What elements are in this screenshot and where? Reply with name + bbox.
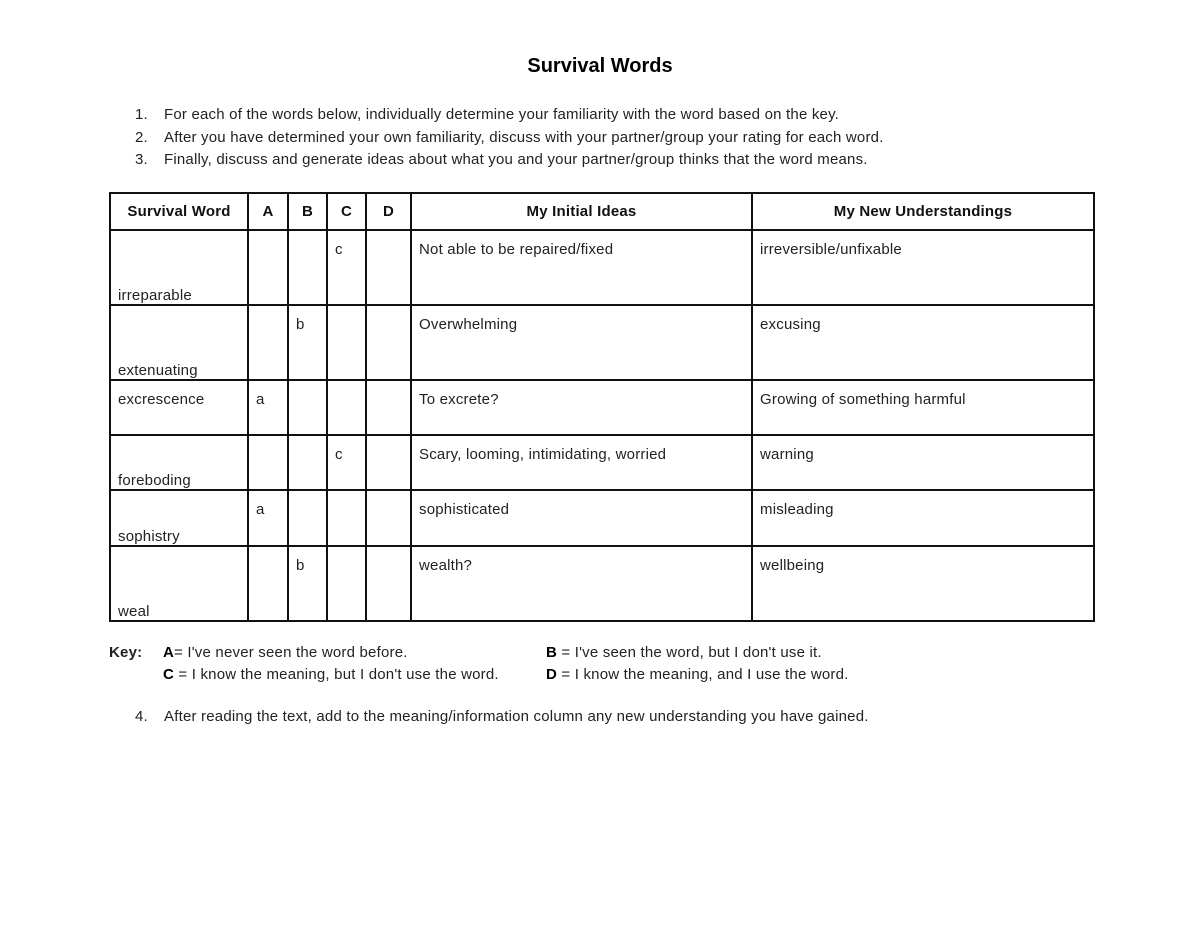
instruction-number: 1. bbox=[135, 106, 148, 123]
rating-a-cell[interactable] bbox=[248, 546, 288, 621]
initial-ideas-cell[interactable]: Overwhelming bbox=[411, 305, 752, 380]
new-understandings-cell[interactable]: wellbeing bbox=[752, 546, 1094, 621]
rating-d-cell[interactable] bbox=[366, 230, 411, 305]
initial-ideas-cell[interactable]: wealth? bbox=[411, 546, 752, 621]
header-b: B bbox=[288, 193, 327, 230]
rating-b-cell[interactable] bbox=[288, 230, 327, 305]
key-a-text: = I've never seen the word before. bbox=[174, 644, 408, 661]
rating-d-cell[interactable] bbox=[366, 546, 411, 621]
instruction-step-4 bbox=[130, 706, 1130, 728]
word-cell[interactable]: weal bbox=[110, 546, 248, 621]
rating-c-cell[interactable] bbox=[327, 546, 366, 621]
new-understandings-cell[interactable]: Growing of something harmful bbox=[752, 380, 1094, 435]
rating-c-cell[interactable] bbox=[327, 490, 366, 546]
rating-b-cell[interactable] bbox=[288, 380, 327, 435]
new-understandings-cell[interactable]: misleading bbox=[752, 490, 1094, 546]
initial-ideas-cell[interactable]: sophisticated bbox=[411, 490, 752, 546]
table-row bbox=[110, 490, 1094, 546]
rating-a-cell[interactable]: a bbox=[248, 490, 288, 546]
key-d-text: = I know the meaning, and I use the word. bbox=[557, 666, 849, 683]
new-understandings-cell[interactable]: irreversible/unfixable bbox=[752, 230, 1094, 305]
word-cell[interactable]: irreparable bbox=[110, 230, 248, 305]
rating-d-cell[interactable] bbox=[366, 490, 411, 546]
key-c-text: = I know the meaning, but I don't use the word. bbox=[174, 666, 499, 683]
instruction-item bbox=[130, 104, 1130, 127]
key-c-letter: C bbox=[163, 666, 175, 683]
rating-b-cell[interactable]: b bbox=[288, 305, 327, 380]
initial-ideas-cell[interactable]: Scary, looming, intimidating, worried bbox=[411, 435, 752, 490]
instruction-text: For each of the words below, individually determine your familiarity with the word based on the key. bbox=[164, 106, 840, 123]
header-c: C bbox=[327, 193, 366, 230]
header-d: D bbox=[366, 193, 411, 230]
key-d-letter: D bbox=[546, 666, 558, 683]
table-header-row bbox=[110, 193, 1094, 230]
table-row bbox=[110, 305, 1094, 380]
initial-ideas-cell[interactable]: Not able to be repaired/fixed bbox=[411, 230, 752, 305]
instructions-list bbox=[130, 104, 1130, 172]
key-b bbox=[546, 642, 822, 664]
key-a bbox=[163, 642, 408, 664]
rating-d-cell[interactable] bbox=[366, 435, 411, 490]
instruction-item bbox=[130, 149, 1130, 172]
initial-ideas-cell[interactable]: To excrete? bbox=[411, 380, 752, 435]
survival-words-table bbox=[109, 192, 1095, 622]
header-initial-ideas: My Initial Ideas bbox=[411, 193, 752, 230]
instruction-number: 4. bbox=[135, 708, 148, 725]
rating-b-cell[interactable] bbox=[288, 490, 327, 546]
instruction-number: 2. bbox=[135, 128, 148, 146]
rating-c-cell[interactable]: c bbox=[327, 435, 366, 490]
word-cell[interactable]: sophistry bbox=[110, 490, 248, 546]
rating-a-cell[interactable] bbox=[248, 305, 288, 380]
rating-d-cell[interactable] bbox=[366, 380, 411, 435]
key-b-text: = I've seen the word, but I don't use it. bbox=[557, 644, 822, 661]
key-b-letter: B bbox=[546, 644, 558, 661]
instruction-text: Finally, discuss and generate ideas about what you and your partner/group thinks that the word means. bbox=[164, 151, 868, 168]
table-row bbox=[110, 435, 1094, 490]
header-survival-word: Survival Word bbox=[110, 193, 248, 230]
header-a: A bbox=[248, 193, 288, 230]
header-new-understandings: My New Understandings bbox=[752, 193, 1094, 230]
key-c bbox=[163, 664, 499, 686]
table-row bbox=[110, 230, 1094, 305]
new-understandings-cell[interactable]: excusing bbox=[752, 305, 1094, 380]
page-title: Survival Words bbox=[527, 55, 673, 77]
rating-d-cell[interactable] bbox=[366, 305, 411, 380]
rating-a-cell[interactable]: a bbox=[248, 380, 288, 435]
instruction-item bbox=[130, 127, 1130, 150]
word-cell[interactable]: foreboding bbox=[110, 435, 248, 490]
key-a-letter: A bbox=[163, 644, 175, 661]
rating-a-cell[interactable] bbox=[248, 230, 288, 305]
table-row bbox=[110, 380, 1094, 435]
new-understandings-cell[interactable]: warning bbox=[752, 435, 1094, 490]
rating-b-cell[interactable] bbox=[288, 435, 327, 490]
rating-c-cell[interactable] bbox=[327, 380, 366, 435]
instruction-number: 3. bbox=[135, 151, 148, 168]
rating-a-cell[interactable] bbox=[248, 435, 288, 490]
word-cell[interactable]: extenuating bbox=[110, 305, 248, 380]
table-row bbox=[110, 546, 1094, 621]
key-label: Key: bbox=[109, 644, 143, 661]
key-d bbox=[546, 664, 849, 686]
rating-c-cell[interactable] bbox=[327, 305, 366, 380]
rating-b-cell[interactable]: b bbox=[288, 546, 327, 621]
instruction-text: After reading the text, add to the meaning/information column any new understanding you have gained. bbox=[164, 708, 869, 725]
word-cell[interactable]: excrescence bbox=[110, 380, 248, 435]
instruction-text: After you have determined your own familiarity, discuss with your partner/group your rating for each word. bbox=[164, 128, 884, 146]
rating-c-cell[interactable]: c bbox=[327, 230, 366, 305]
